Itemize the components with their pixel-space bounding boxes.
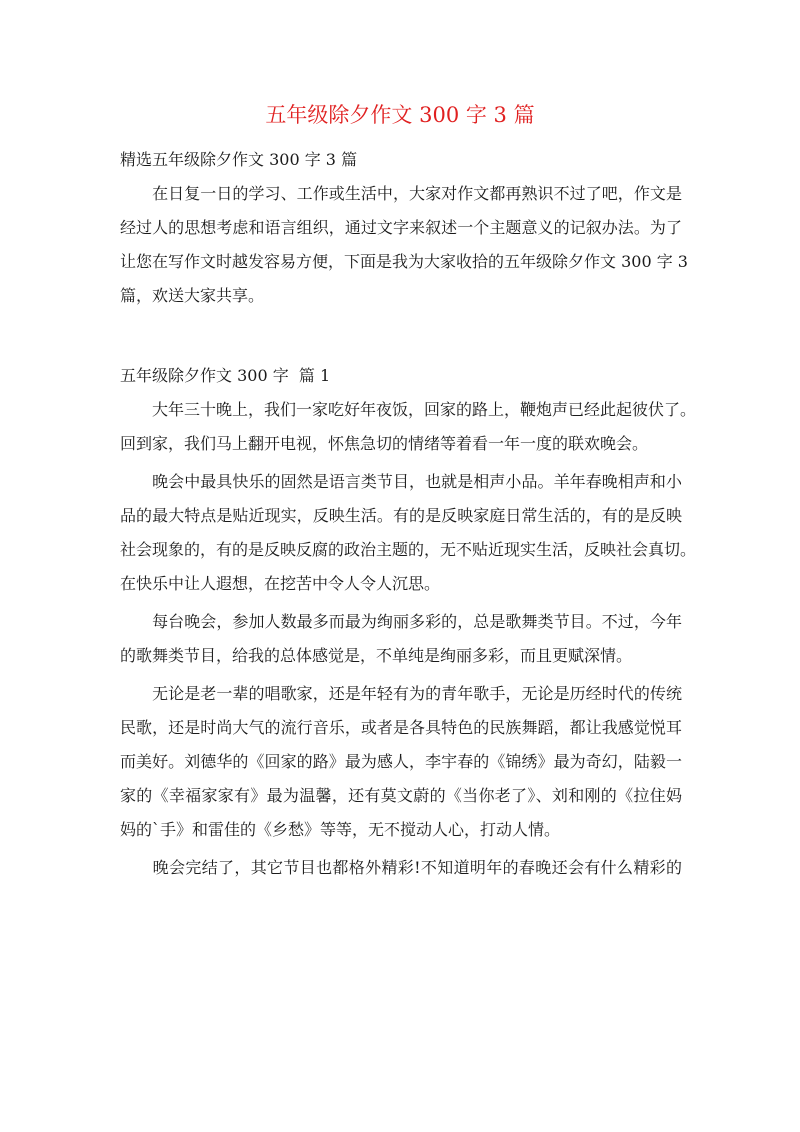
paragraph-line: 在快乐中让人遐想，在挖苦中令人令人沉思。 [120,574,441,593]
body-paragraph [120,465,697,601]
paragraph-line: 的歌舞类节目，给我的总体感觉是，不单纯是绚丽多彩，而且更赋深情。 [120,646,633,665]
paragraph-line: 篇，欢送大家共享。 [120,286,265,305]
body-paragraph [120,677,682,847]
body-paragraph [120,605,682,673]
body-paragraph [120,851,682,885]
paragraph-line: 大年三十晚上，我们一家吃好年夜饭，回家的路上，鞭炮声已经此起彼伏了。 [120,400,697,419]
paragraph-line: 民歌，还是时尚大气的流行音乐，或者是各具特色的民族舞蹈，都让我感觉悦耳 [120,718,682,737]
paragraph-line: 回到家，我们马上翻开电视，怀焦急切的情绪等着看一年一度的联欢晚会。 [120,434,649,453]
paragraph-line: 无论是老一辈的唱歌家，还是年轻有为的青年歌手，无论是历经时代的传统 [120,684,682,703]
document-subtitle: 精选五年级除夕作文 300 字 3 篇 [120,150,358,169]
paragraph-line: 晚会中最具快乐的固然是语言类节目，也就是相声小品。羊年春晚相声和小 [120,472,682,491]
paragraph-line: 而美好。刘德华的《回家的路》最为感人，李宇春的《锦绣》最为奇幻，陆毅一 [120,752,682,771]
section-heading: 五年级除夕作文 300 字 篇 1 [120,366,331,385]
paragraph-line: 妈的`手》和雷佳的《乡愁》等等，无不搅动人心，打动人情。 [120,820,561,839]
paragraph-line: 品的最大特点是贴近现实，反映生活。有的是反映家庭日常生活的，有的是反映 [120,506,682,525]
paragraph-line: 晚会完结了，其它节目也都格外精彩!不知道明年的春晚还会有什么精彩的 [120,858,682,877]
paragraph-line: 社会现象的，有的是反映反腐的政治主题的，无不贴近现实生活，反映社会真切。 [120,540,697,559]
paragraph-line: 家的《幸福家家有》最为温馨，还有莫文蔚的《当你老了》、刘和刚的《拉住妈 [120,786,682,805]
paragraph-line: 让您在写作文时越发容易方便，下面是我为大家收拾的五年级除夕作文 300 字 3 [120,252,688,271]
body-paragraph [120,393,697,461]
paragraph-line: 在日复一日的学习、工作或生活中，大家对作文都再熟识不过了吧，作文是 [120,184,682,203]
intro-paragraph [120,177,688,313]
paragraph-line: 经过人的思想考虑和语言组织，通过文字来叙述一个主题意义的记叙办法。为了 [120,218,682,237]
document-body [120,143,697,889]
document-title: 五年级除夕作文 300 字 3 篇 [265,103,535,127]
paragraph-line: 每台晚会，参加人数最多而最为绚丽多彩的，总是歌舞类节目。不过，今年 [120,612,682,631]
